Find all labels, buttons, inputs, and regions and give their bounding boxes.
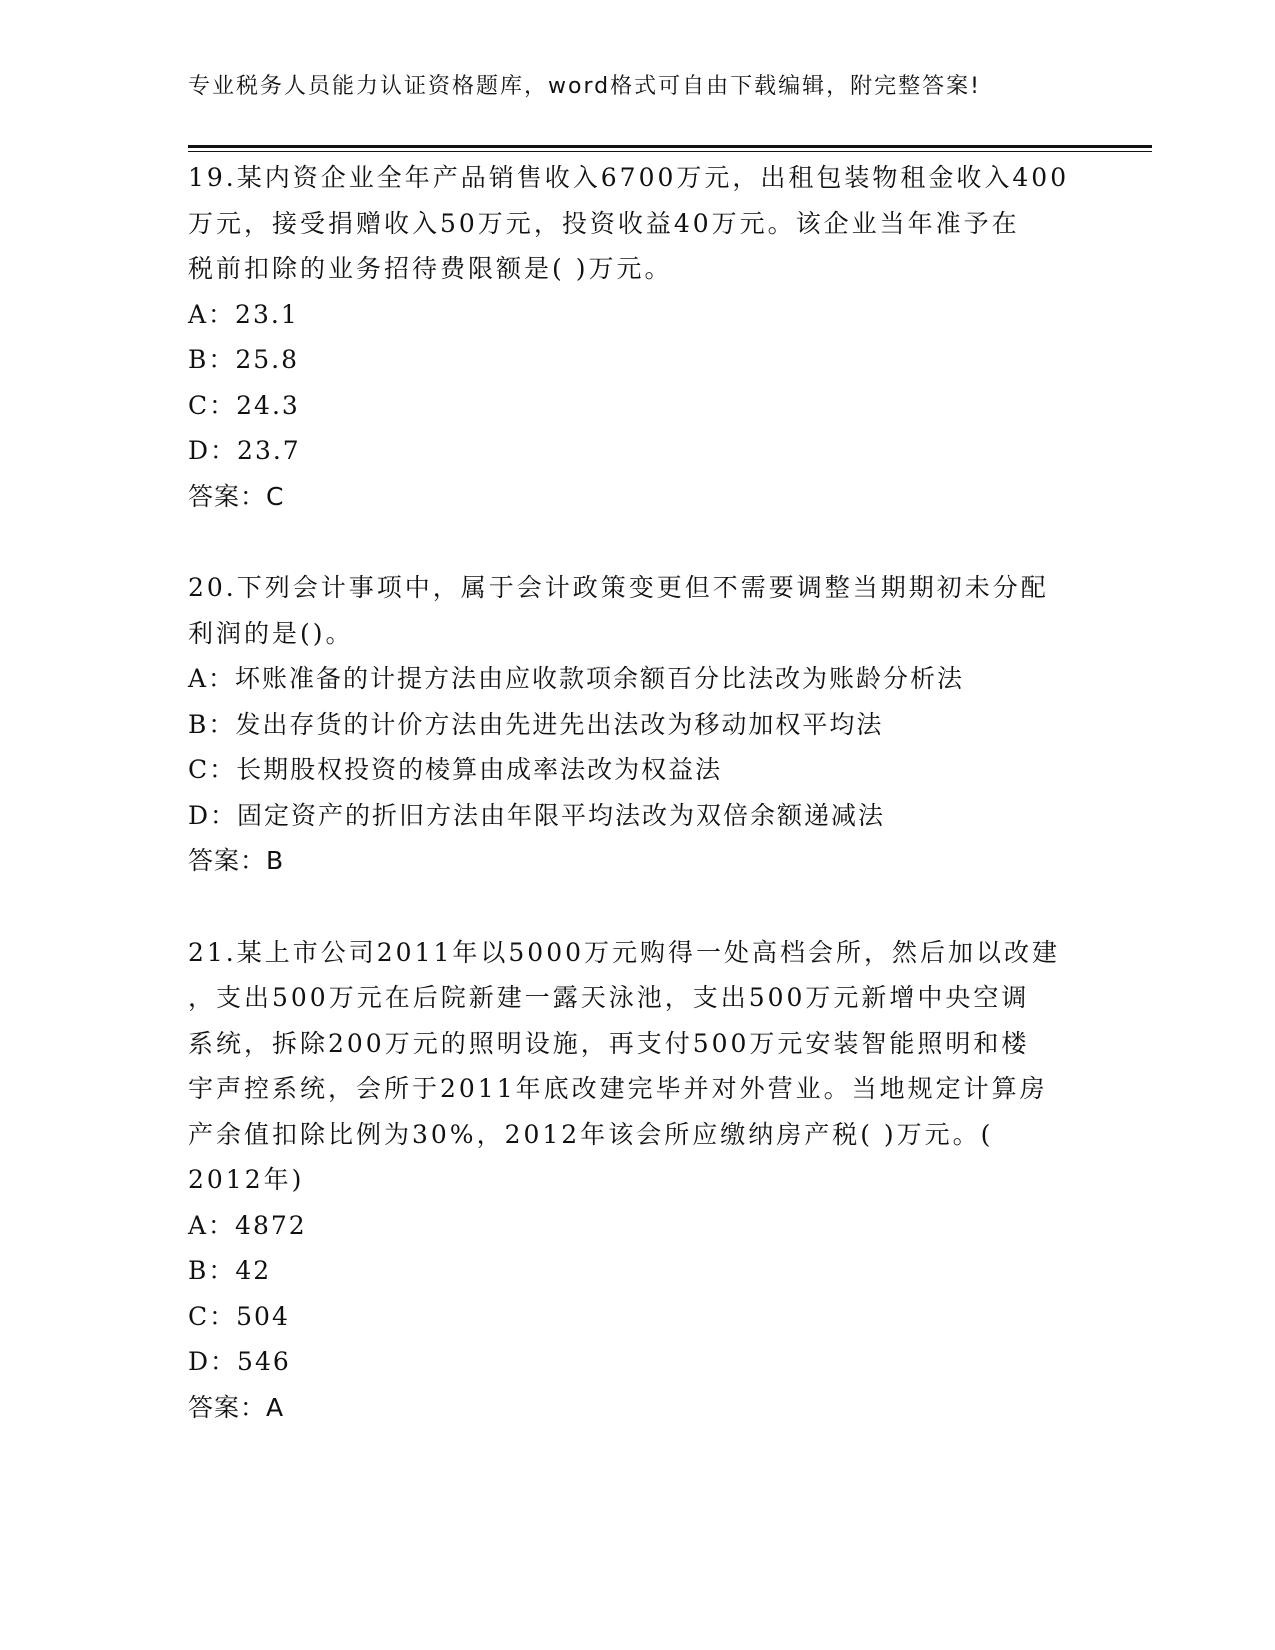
question-19 bbox=[188, 155, 1088, 519]
option-a: A：23.1 bbox=[188, 299, 299, 329]
option-b: B：42 bbox=[188, 1256, 272, 1285]
option-d: D：546 bbox=[188, 1347, 291, 1376]
question-stem bbox=[188, 565, 1088, 656]
stem-line: 宇声控系统，会所于2011年底改建完毕并对外营业。当地规定计算房 bbox=[188, 1074, 1048, 1103]
stem-line: 20.下列会计事项中，属于会计政策变更但不需要调整当期期初未分配 bbox=[188, 573, 1049, 602]
stem-line: ，支出500万元在后院新建一露天泳池，支出500万元新增中央空调 bbox=[188, 983, 1030, 1012]
header-rule-thick bbox=[188, 145, 1152, 148]
stem-line: 21.某上市公司2011年以5000万元购得一处高档会所，然后加以改建 bbox=[188, 937, 1061, 967]
option-d: D：23.7 bbox=[188, 436, 301, 465]
question-20 bbox=[188, 565, 1088, 884]
option-c: C：24.3 bbox=[188, 390, 300, 420]
stem-line: 系统，拆除200万元的照明设施，再支付500万元安装智能照明和楼 bbox=[188, 1028, 1030, 1058]
stem-line: 利润的是()。 bbox=[188, 618, 354, 648]
option-b: B：发出存货的计价方法由先进先出法改为移动加权平均法 bbox=[188, 709, 884, 739]
stem-line: 19.某内资企业全年产品销售收入6700万元，出租包装物租金收入400 bbox=[188, 163, 1070, 192]
question-21 bbox=[188, 930, 1088, 1431]
option-a: A：4872 bbox=[188, 1210, 307, 1240]
option-c: C：长期股权投资的棱算由成率法改为权益法 bbox=[188, 755, 723, 784]
option-c: C：504 bbox=[188, 1301, 290, 1331]
stem-line: 产余值扣除比例为30%，2012年该会所应缴纳房产税( )万元。( bbox=[188, 1119, 994, 1149]
question-stem bbox=[188, 930, 1088, 1203]
stem-line: 2012年) bbox=[188, 1165, 305, 1194]
stem-line: 万元，接受捐赠收入50万元，投资收益40万元。该企业当年准予在 bbox=[188, 208, 1020, 238]
answer-label: 答案：C bbox=[188, 481, 285, 511]
question-stem bbox=[188, 155, 1088, 292]
option-d: D：固定资产的折旧方法由年限平均法改为双倍余额递减法 bbox=[188, 800, 886, 830]
page-header-text: 专业税务人员能力认证资格题库，word格式可自由下载编辑，附完整答案! bbox=[188, 74, 981, 99]
option-b: B：25.8 bbox=[188, 345, 300, 374]
header-rule-thin bbox=[188, 151, 1152, 152]
answer-label: 答案：B bbox=[188, 846, 285, 875]
stem-line: 税前扣除的业务招待费限额是( )万元。 bbox=[188, 254, 673, 283]
answer-label: 答案：A bbox=[188, 1392, 285, 1422]
question-list bbox=[188, 155, 1088, 1430]
option-a: A：坏账准备的计提方法由应收款项余额百分比法改为账龄分析法 bbox=[188, 664, 965, 693]
